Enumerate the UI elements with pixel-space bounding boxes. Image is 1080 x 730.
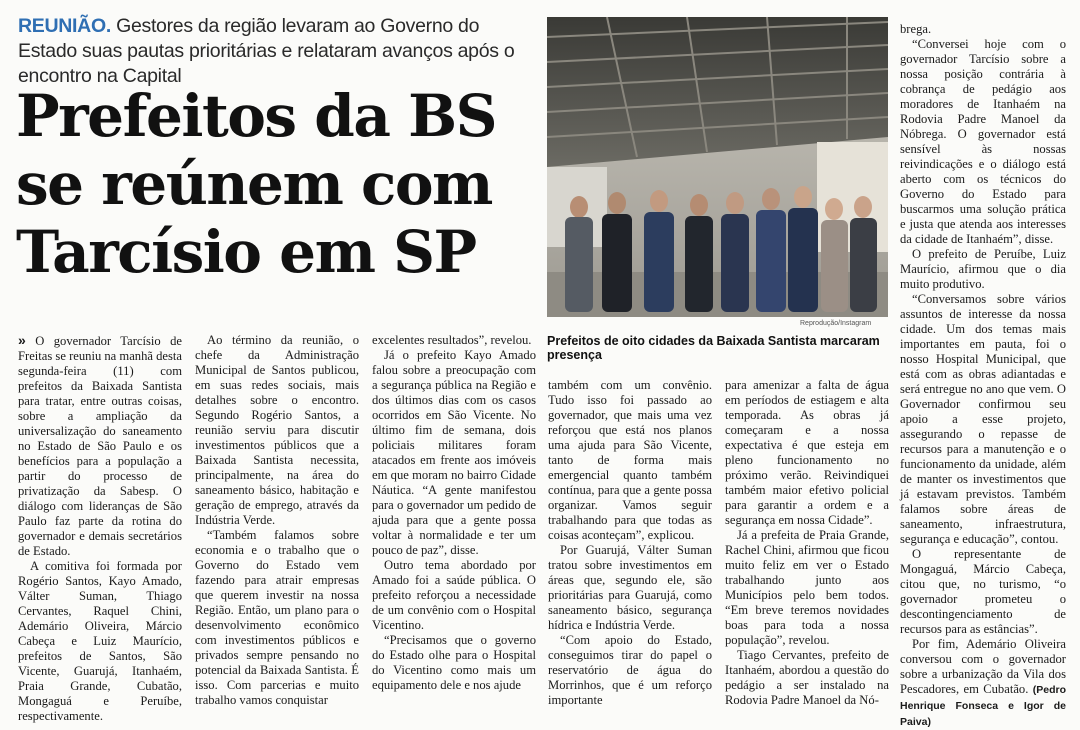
paragraph: Por fim, Ademário Oliveira conversou com o governador sobre a urbanização da Vila dos Pescadores, em Cubatão. (Pedro Henrique Fonseca e Igor de Paiva) xyxy=(900,637,1066,728)
paragraph: Por Guarujá, Válter Suman tratou sobre investimentos em áreas que, segundo ele, são prioritárias para Guarujá, como saneamento básico, segurança hídrica e Indústria Verde. xyxy=(548,543,712,632)
article-column-4 xyxy=(548,378,712,708)
headline-line-3: Tarcísio em SP xyxy=(16,218,476,286)
paragraph: “Também falamos sobre economia e o trabalho que o Governo do Estado vem fazendo para atrair empresas que querem investir na nossa Região. Então, um plano para o desenvolvimento econômico com investimentos públicos e privados sempre pensando no potencial da Baixada Santista. É isso. Com parcerias e muito trabalho vamos conquistar xyxy=(195,528,359,707)
group-photo-illustration xyxy=(547,17,888,317)
paragraph: Outro tema abordado por Amado foi a saúde pública. O prefeito reforçou a necessidade de um convênio com o Hospital Vicentino. xyxy=(372,558,536,632)
paragraph: O prefeito de Peruíbe, Luiz Maurício, afirmou que o dia muito produtivo. xyxy=(900,247,1066,291)
paragraph: também com um convênio. Tudo isso foi passado ao governador, que mais uma vez reforçou que está nos planos uma ajuda para São Vicente, tanto de forma mais emergencial quanto também contínua, para que a gente possa organizar. Vamos seguir trabalhando para que todas as coisas aconteçam”, explicou. xyxy=(548,378,712,542)
article-photo xyxy=(547,17,888,317)
paragraph: “Com apoio do Estado, conseguimos tirar do papel o reservatório de água do Morrinhos, que é um reforço importante xyxy=(548,633,712,707)
headline-line-1: Prefeitos da BS xyxy=(16,82,497,150)
kicker-text: Gestores da região levaram ao Governo do Estado suas pautas prioritárias e relataram avanços após o encontro na Capital xyxy=(18,15,515,87)
section-tag: REUNIÃO. xyxy=(18,15,111,37)
paragraph: excelentes resultados”, revelou. xyxy=(372,333,532,347)
photo-caption: Prefeitos de oito cidades da Baixada Santista marcaram presença xyxy=(547,334,880,362)
paragraph: » O governador Tarcísio de Freitas se reuniu na manhã desta segunda-feira (11) com prefeitos da Baixada Santista para tratar, entre outras coisas, sobre a ampliação da universalização do saneamento no Estado de São Paulo e os benefícios para a população a partir do processo de privatização da Sabesp. O diálogo com lideranças de São Paulo faz parte da rotina do governador e demais secretários de Estado. xyxy=(18,332,183,558)
article-column-1 xyxy=(18,333,182,724)
paragraph: A comitiva foi formada por Rogério Santos, Kayo Amado, Válter Suman, Thiago Cervantes, Raquel Chini, Ademário Oliveira, Márcio Cabeça e Luiz Maurício, prefeitos de Santos, São Vicente, Guarujá, Itanhaém, Praia Grande, Cubatão, Mongaguá e Peruíbe, respectivamente. xyxy=(18,559,182,723)
article-headline xyxy=(16,82,536,286)
article-column-3 xyxy=(372,333,536,693)
paragraph: “Conversei hoje com o governador Tarcísio sobre a nossa posição contrária à cobrança de pedágio aos moradores de Itanhaém na Rodovia Padre Manoel da Nóbrega. O governador está sensível às nossas reivindicações e o diálogo está aberto com os técnicos do Governo do Estado para buscarmos uma solução prática e justa que atenda aos interesses da cidade de Itanhaém”, disse. xyxy=(900,37,1066,246)
article-column-5 xyxy=(725,378,889,708)
photo-credit: Reprodução/Instagram xyxy=(800,320,872,327)
paragraph: “Precisamos que o governo do Estado olhe para o Hospital do Vicentino como mais um equipamento dele e nos ajude xyxy=(372,633,536,692)
paragraph: brega. xyxy=(900,22,932,36)
paragraph: Ao término da reunião, o chefe da Administração Municipal de Santos publicou, em suas redes sociais, mais detalhes sobre o encontro. Segundo Rogério Santos, a reunião serviu para discutir investimentos públicos que a Baixada Santista necessita, principalmente, na área do saneamento básico, habitação e geração de emprego, através da Indústria Verde. xyxy=(195,333,359,527)
article-column-6 xyxy=(900,22,1066,730)
paragraph: Já a prefeita de Praia Grande, Rachel Chini, afirmou que ficou muito feliz em ver o Estado trabalhando junto aos Municípios pelo bem todos. “Em breve teremos novidades boas para toda a nossa população”, revelou. xyxy=(725,528,889,647)
author-signature: (Pedro Henrique Fonseca e Igor de Paiva) xyxy=(900,684,1066,728)
article-column-2 xyxy=(195,333,359,708)
headline-line-2: se reúnem com xyxy=(16,150,492,218)
article-kicker xyxy=(18,14,538,89)
paragraph: “Conversamos sobre vários assuntos de interesse da nossa cidade. Um dos temas mais importantes em pauta, foi o nosso Hospital Municipal, que está com as obras adiantadas e será entregue no ano que vem. O Governador confirmou seu apoio a esse projeto, assegurando o repasse de recursos para a manutenção e o funcionamento da unidade, além de manter os investimentos que já estavam previstos. Também falamos sobre áreas de saneamento, infraestrutura, segurança e educação”, contou. xyxy=(900,292,1066,546)
paragraph: O representante de Mongaguá, Márcio Cabeça, citou que, no turismo, “o governador prometeu o descontingenciamento de recursos para as estâncias”. xyxy=(900,547,1066,636)
paragraph: para amenizar a falta de água em períodos de estiagem e alta temporada. As obras já começaram e a nossa expectativa é que esteja em pleno funcionamento no próximo verão. Reivindiquei também maior efetivo policial para garantir a ordem e a segurança em nossa Cidade”. xyxy=(725,378,889,527)
lead-arrow-icon: » xyxy=(18,332,26,348)
paragraph: Tiago Cervantes, prefeito de Itanhaém, abordou a questão do pedágio a ser instalado na Rodovia Padre Manoel da Nó- xyxy=(725,648,889,707)
paragraph: Já o prefeito Kayo Amado falou sobre a preocupação com a segurança pública na Região e dos últimos dias com os casos ocorridos em São Vicente. No último fim de semana, dois policiais militares foram atacados em frente aos imóveis em que moram no bairro Cidade Náutica. “A gente manifestou para o governador um pedido de ajuda para que a gente possa voltar à normalidade e ter um pouco de paz”, disse. xyxy=(372,348,536,557)
